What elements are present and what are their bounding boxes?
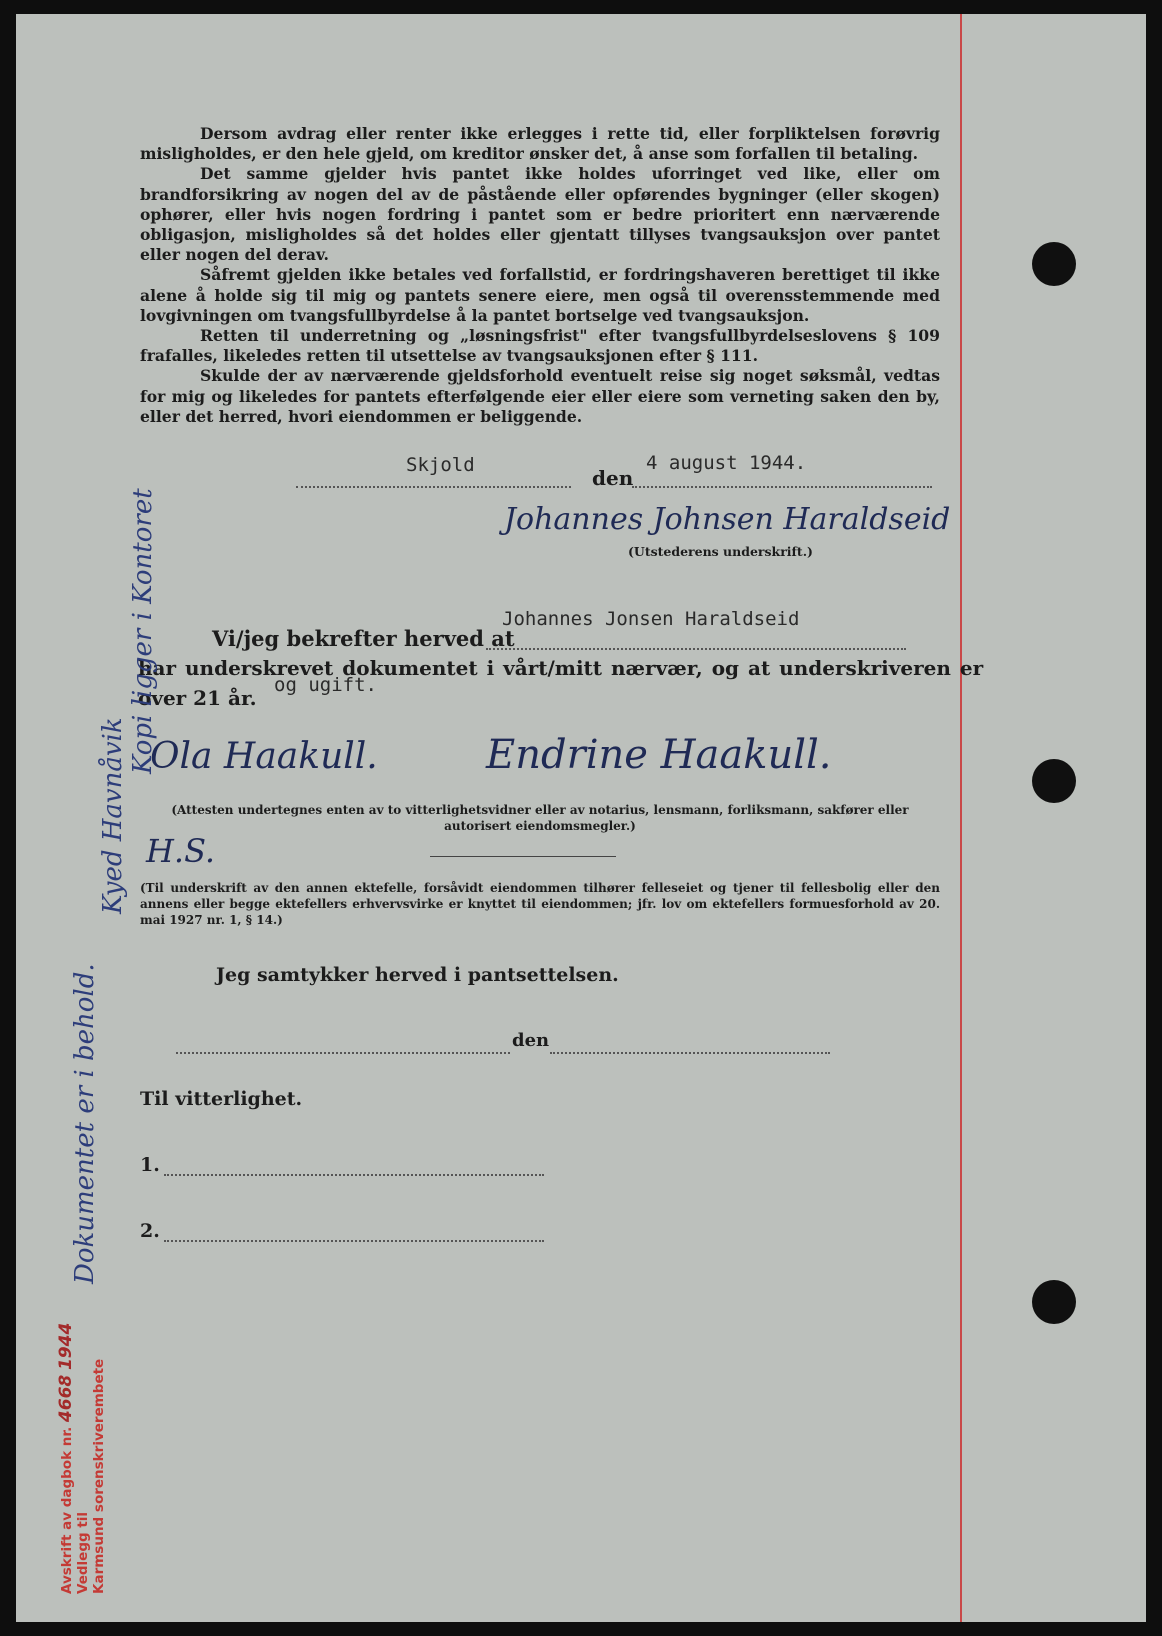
- margin-note: [98, 717, 128, 914]
- document-page: [16, 14, 1146, 1622]
- issuer-signature: Johannes Johnsen Haraldseid: [504, 502, 951, 537]
- witness-line-2: [164, 1238, 544, 1242]
- initials: H.S.: [146, 832, 216, 870]
- punch-hole: [1032, 1280, 1076, 1324]
- consent-text: Jeg samtykker herved i pantsettelsen.: [216, 964, 619, 986]
- punch-hole: [1032, 759, 1076, 803]
- place-line: [296, 484, 571, 488]
- confirm-line-2: har underskrevet dokumentet i vårt/mitt nærvær, og at underskriveren er: [138, 656, 984, 680]
- margin-note-text: Dokumentet er i behold.: [70, 963, 100, 1284]
- signature-rule: [430, 856, 616, 857]
- stamp-line-1: Avskrift av dagbok nr.: [59, 1426, 75, 1594]
- paragraph: Skulde der av nærværende gjeldsforhold eventuelt reise sig noget søksmål, vedtas for mig og likeledes for pantets efterfølgende eier eller eiere som verneting saken den by, eller det herred, hvori eiendommen er beliggende.: [140, 366, 940, 426]
- margin-note: [70, 963, 100, 1284]
- witness-signature-2: Endrine Haakull.: [486, 732, 832, 778]
- stamp-year: 1944: [56, 1322, 76, 1371]
- margin-note: [128, 488, 158, 774]
- stamp-number: 4668: [56, 1374, 76, 1423]
- place: Skjold: [406, 454, 475, 476]
- stamp-line-3: Karmsund sorenskriverembete: [91, 1358, 107, 1594]
- den-label: den: [592, 466, 634, 490]
- confirm-typed: og ugift.: [274, 674, 377, 696]
- date-line: [632, 484, 932, 488]
- margin-rule: [960, 14, 962, 1622]
- confirm-prefix: Vi/jeg bekrefter herved at: [212, 626, 515, 651]
- paragraph: Retten til underretning og „løsningsfrist" efter tvangsfullbyrdelseslovens § 109 frafalles, likeledes retten til utsettelse av tvangsauksjonen efter § 111.: [140, 326, 940, 366]
- consent-date-line: [550, 1050, 830, 1054]
- margin-note-text: Kyed Havnåvik: [98, 717, 128, 914]
- punch-hole: [1032, 242, 1076, 286]
- witness-heading: Til vitterlighet.: [140, 1088, 303, 1110]
- witness-signature-1: Ola Haakull.: [150, 736, 378, 777]
- confirm-name-line: [486, 646, 906, 650]
- attest-note: (Attesten undertegnes enten av to vitterlighetsvidner eller av notarius, lensmann, forliksmann, sakfører eller autorisert eiendomsmegler.): [171, 803, 909, 833]
- witness-line-1: [164, 1172, 544, 1176]
- issuer-caption: (Utstederens underskrift.): [628, 544, 813, 559]
- stamp-line-2: Vedlegg til: [75, 1511, 91, 1594]
- registry-stamp: [58, 1323, 107, 1594]
- confirm-line-3: over 21 år.: [138, 686, 257, 710]
- paragraph: Det samme gjelder hvis pantet ikke holdes uforringet ved like, eller om brandforsikring av nogen del av de påstående eller opførendes bygninger (eller skogen) ophører, eller hvis nogen fordring i pantet som er bedre prioritert enn nærværende obligasjon, misligholdes så det holdes eller gjentatt tillyses tvangsauksjon over pantet eller nogen del derav.: [140, 164, 940, 265]
- margin-note-text: Kopi ligger i Kontoret: [128, 488, 158, 774]
- terms-text: [140, 124, 940, 427]
- confirm-name: Johannes Jonsen Haraldseid: [502, 608, 800, 630]
- consent-den-label: den: [512, 1030, 550, 1051]
- witness-number-2: 2.: [140, 1220, 160, 1242]
- consent-place-line: [176, 1050, 510, 1054]
- spouse-note: (Til underskrift av den annen ektefelle, forsåvidt eiendommen tilhører felleseiet og tjener til fellesbolig eller den annens eller begge ektefellers erhvervsvirke er knyttet til eiendommen; jfr. lov om ektefellers formuesforhold av 20. mai 1927 nr. 1, § 14.): [140, 881, 940, 927]
- paragraph: Dersom avdrag eller renter ikke erlegges i rette tid, eller forpliktelsen forøvrig misligholdes, er den hele gjeld, om kreditor ønsker det, å anse som forfallen til betaling.: [140, 124, 940, 164]
- witness-number-1: 1.: [140, 1154, 160, 1176]
- paragraph: Såfremt gjelden ikke betales ved forfallstid, er fordringshaveren berettiget til ikke alene å holde sig til mig og pantets senere eiere, men også til overensstemmende med lovgivningen om tvangsfullbyrdelse å la pantet bortselge ved tvangsauksjon.: [140, 265, 940, 325]
- date: 4 august 1944.: [646, 452, 807, 474]
